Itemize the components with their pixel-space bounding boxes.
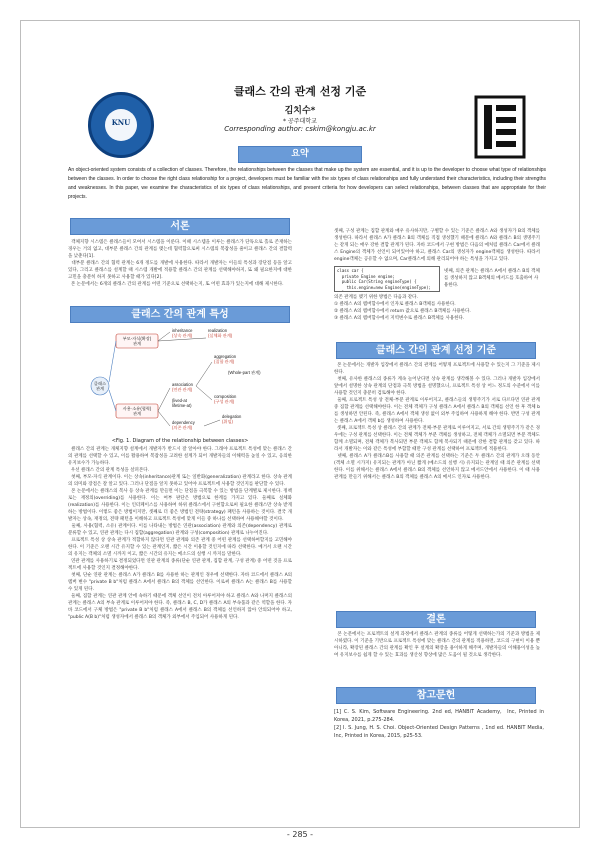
diagram-dependency-kr: (의존 관계) <box>172 425 193 430</box>
conference-logo-icon <box>474 95 526 159</box>
conclusion-heading: 결론 <box>336 611 536 628</box>
diagram-aggregation-kr: (집합 관계) <box>214 359 235 364</box>
references-heading: 참고문헌 <box>336 687 536 704</box>
diagram-use-sub: 관계 <box>132 411 142 416</box>
diagram-inheritance: inheritance <box>172 328 193 333</box>
characteristics-heading: 클래스 간의 관계 특성 <box>70 306 290 323</box>
university-seal-logo <box>88 92 154 158</box>
figure-caption: <Fig. 1. Diagram of the relationship between classes> <box>111 438 249 444</box>
diagram-class-label: 클래스 <box>93 381 107 386</box>
author-name: 김치수* <box>284 106 316 116</box>
diagram-composition-kr: (구성 관계) <box>214 399 235 404</box>
conclusion-text: 본 논문에서는 프로젝트의 설계 과정에서 클래스 관계의 종류를 어떻게 선택하는가의 기준과 방법을 제시하였다. 이 기준을 기반으로 프로젝트 특성에 맞는 클래스 간의 관계를 적용하면, 코드의 구현이 이용 뿐 아니라, 확장된 클래스 간의 관계를 확인 후 설계의 확장을 용이하게 해주며, 개발자들의 이해용이성을 높여 유지보수를 쉽게 할 수 있는 효과를 생산성 향상에 많은 도움이 될 것으로 생각한다. <box>334 632 542 658</box>
diagram-composition: composition <box>214 394 237 399</box>
diagram-association-kr: (연관 관계) <box>172 387 193 392</box>
diagram-lived2: lifetime-at) <box>172 403 192 408</box>
diagram-parent-sub: 관계 <box>132 341 142 346</box>
characteristics-text: 클래스 간의 관계는 개체지향 설계에서 개발자가 반드시 잘 알아야 한다. 그래야 프로젝트 특성에 맞는 클래스 간의 관계를 선택할 수 있고, 이를 활용하여 복잡성을 고려한 설계가 되어 개발자들의 이해력을 높일 수 있고, 응의한 유지보수가 가능하다. 우선 클래스 간의 관계 특성을 살펴본다. 첫째, 부모-자식 관계이다. 이는 상속(inheritance)관계 또는 일반화(generalization) 관계라고 한다. 상속 관계의 의미와 장점은 잘 알고 있다. 그러나 단점을 알지 못하고 있어야 프로젝트에 사용할 것인지를 판단할 수 있다. 본 논문에서는 클래스의 복사 등 상속 관계를 만들면 이는 단점을 극복할 수 있는 방법을 단계별로 제시한다. 정책로는 재정의(overriding)를 사용한다. 이는 여부 판단은 방법으로 한계를 가지고 있다. 둘째로 실체화(realization)를 사용한다. 이는 인터페이스를 사용하여 하위 클래스에서 구현함으로써 필요한 클래스만 상속 받게 하는 방법이다. 이렇도 좋은 방법이지만, 셋째로 더 좋은 방법인 전략(strategy) 패턴을 사용하는 것이다. 결국 개발자는 상속, 재정의, 전략 패턴을 이해하고 프로젝트 특성에 맞게 이들 중 하나를 선택하여 사용해야할 것이다. 둘째, 사용(협력, 소유) 관계이다. 이를 나타내는 방법은 연관(association) 관계와 의존(dependency) 관계로 분류할 수 있고, 연관 관계는 다시 집합(aggregation) 관계와 구성(composition) 관계로 나누어진다. 프로젝트 특성 상 상속 관계가 적합하지 않다면 연관 관계와 의존 관계 중 어떤 관계를 선택하여할지를 고민해야한다. 이 기준은 오랜 시간 유지할 수 있는 관계인지, 짧은 시간 이용할 것인지에 따라 선택한다. 예거서 오랜 시간의 유지는 객체의 소멸 시까지 이고, 짧은 시간의 유지는 메소드의 실행 시 까지를 말한다. 연관 관계를 사용하기로 결정되었다면 연관 관계의 종류(단순 연관 관계, 집합 관계, 구성 관계) 중 어떤 것을 프로젝트에 사용할 것인지 결정해야한다. 첫째, 단순 연관 관계는 클래스 A가 클래스 B를 사용한 하는 관계인 경우에 선택한다. 자바 코드에서 클래스 A의 멤버 변수 "private B b"처럼 클래스 A에서 클래스 B의 객체를 선언한다. 이로써 클래스 A는 클래스 B를 사용할 수 있게 된다. 둘째, 집합 관계는 연관 관계 안에 속하기 때문에 객체 선언이 전치 아루어져야 하고 클래스 A와 나머지 클래스의 관계는 클래스 A의 부속 관계로 이루어져야 한다. 즉, 클래스 B, C, D가 클래스 A의 부속품과 같은 역할을 한다. 자바 코드에서 구체 방법은 "private B b"처럼 클래스 A에서 클래스 B의 객체를 선언하지 않아 안의되어야 하고, "public A(B b)"처럼 생성자에서 클래스 B의 객체가 외부에서 주입되어 사용하게 된다. <box>68 447 292 620</box>
diagram-lived: (lived-at <box>172 398 187 403</box>
selection-criteria-heading: 클래스 간의 관계 선정 기준 <box>336 342 536 359</box>
diagram-class-sub: 관계 <box>95 386 105 391</box>
references-list: [1] C. S. Kim, Software Engineering. 2nd ed, HANBIT Academy, Inc, Printed in Korea, 2021, p.275-284. [2] I. S. Jung, H. S. Choi. Object-Oriented Design Patterns , 1nd ed. HANBIT Media, Inc, Printed in Korea, 2015, p25-53. <box>334 709 544 739</box>
code-example: class car { private Engine engine; public Car(String engineType) { this.engine=new Engine(engineType); <box>334 266 440 292</box>
dependency-methods-text: 의존 관계를 맺기 위한 방법은 다음과 같다. ① 클래스 A의 멤버함수에서 인자로 클래스 B객체를 사용한다. ② 클래스 A의 멤버함수에서 return 값으로 클래스 B객체를 사용한다. ③ 클래스 A의 멤버함수에서 지역변수로 클래스 B객체를 사용한다. <box>334 295 471 321</box>
abstract-text: An object-oriented system consists of a collection of classes. Therefore, the relationships between the classes that make up the system are essential, and it is up to the developer to choose what type of relationships between the classes. In order to choose the right class relationship for a project, developers must be familiar with the six types of class relationships and fully understand their characteristics, including their strengths and weaknesses. In this paper, we examine the characteristics of six types of class relationships, and present criteria for how developers can select relationships, between classes that are appropriate for their projects. <box>68 167 546 200</box>
diagram-delegation-kr: (위임) <box>222 419 233 424</box>
diagram-realization: realization <box>208 328 228 333</box>
diagram-aggregation: aggregation <box>214 354 237 359</box>
diagram-inheritance-kr: (상속 관계) <box>172 333 193 338</box>
diagram-realization-kr: (실체화 관계) <box>208 333 233 338</box>
diagram-association: association <box>172 382 193 387</box>
diagram-use-label: 사용·소유(협력) <box>122 406 152 411</box>
page-number: - 285 - <box>286 830 314 839</box>
diagram-parent-label: 부모-자식(확장) <box>122 336 152 341</box>
class-relationship-diagram <box>88 326 278 436</box>
dependency-note: 넷째, 의존 관계는 클래스 A에서 클래스 B의 객체를 생성하지 않고 B객체의 메서드를 호출하여 사용한다. <box>444 269 540 288</box>
selection-criteria-text: 본 논문에서는 개발자 입장에서 클래스 간의 관계를 어떻게 프로젝트에 사용할 수 있는지 그 기준을 제시한다. 첫째, 유사한 클래스의 종류가 계속 늘어난다면 상속 관계를 생각해볼 수 있다. 그러나 개발자 입장에서 앞에서 설명한 상속 관계의 단점과 극복 방법을 설명했으니, 프로젝트 특성 상 어느 정도의 수준에서 이를 사용할 것인지 충분히 검토해야 한다. 둘째, 프로젝트 특성 상 전체-부분 관계로 이루어지고, 클래스들의 생명주기가 서로 다르다면 연관 관계 중 집합 관계를 선택해야한다. 이는 전체 객체가 구성 클래스 A에서 클래스 B의 객체를 선언 한 후 객체 b를 생성하면 안된다. 즉, 클래스 A에서 객체 생성 없이 외부 주입하여 사용하게 해야 한다. 반면 구성 관계는 클래스 A에서 객체 b를 생성하여 사용한다. 셋째, 프로젝트 특성 상 클래스 간의 관계가 전체-부분 관계로 이루어지고, 서로 간의 생명주기가 같은 경우에는 구성 관계를 선택한다. 이는 전체 객체가 부분 객체를 생성하고, 전체 객체가 소멸되면 부분 객체도 함께 소멸되며, 전체 객체가 복사되면 부분 객체도 함께 복사되기 때문에 강한 결합 관계를 갖고 있다. 따라서 개발자는 이와 같은 특성에 부합할 때만 구성 관계를 선택하여 프로젝트에 적용한다. 넷째, 클래스 A가 클래스B를 사용할 때 의존 관계를 선택하는 기준은 두 클래스 간의 관계가 오래 동안(객체 소멸 시가지) 유지되는 관계가 아닌 짧게 (메소드의 실행 시) 유지되는 관계일 때 의존 관계를 선택한다. 이를 위해서는 클래스 A에서 클래스 B의 객체를 선언하지 않고 메서드안에서 사용한다. 이 때 사용 관계를 만들기 위해서는 클래스 B의 객체를 클래스 A의 메서드 인자로 사용한다. <box>334 363 540 480</box>
abstract-heading: 요약 <box>238 146 362 163</box>
author-affiliation: * 공주대학교 <box>283 118 317 125</box>
diagram-dependency: dependency <box>172 420 195 425</box>
composition-text: 셋째, 구성 관계는 집합 관계와 매우 유사하지만, 구별할 수 있는 기준은 클래스 A와 생성자가 B의 객체를 생성한다. 따라서 클래스 A가 클래스 B의 객체를 직접 생성했기 때문에 클래스 A와 클래스 B의 생명주기는 같게 되는 매우 강한 결합 관계가 된다. 자바 코드에서 구현 방법은 다음의 예처럼 클래스 Car에서 클래스 Engine의 객체가 선언이 되어있어야 하고, 클래스 Car의 생성자가 engine객체를 생성한다. 따라서 engine객체는 공유할 수 없으며, Car클래스에 의해 관리되어야 하는 특성을 가지고 있다. <box>334 229 542 262</box>
seal-text: KNU <box>111 118 131 127</box>
corresponding-author: Corresponding author: cskim@kongju.ac.kr <box>224 125 376 133</box>
intro-text: 객체지향 시스템은 클래스들이 모여서 시스템을 이룬다. 이때 시스템을 이루는 클래스가 단독으로 홀로 존재하는 경우는 거의 없고, 대부분 클래스 간의 관계를 맺는데 협력함으로써 시스템의 복잡성을 줄이고 클래스 간의 결합력을 낮춘다[1]. 대부분 클래스 간의 협력 관계는 6개 정도를 개발에 사용한다. 따라서 개발자는 이들의 특성과 장단점 등을 알고 있다, 그리고 클래스를 설계할 때 시스템 개발에 적용할 클래스 간의 관계를 선택해야하지, 또 왜 필요한지에 대한 고민을 충분히 하지 못하고 사용할 때가 있다[2]. 본 논문에서는 6개의 클래스 간의 관계를 어떤 기준으로 선택하는지, 또 어떤 효과가 있는지에 대해 제시한다. <box>68 240 292 287</box>
paper-title: 클래스 간의 관계 선정 기준 <box>233 85 367 98</box>
diagram-delegation: delegation <box>222 414 242 419</box>
diagram-whole-part: (Whole-part 관계) <box>228 370 261 375</box>
intro-heading: 서론 <box>70 218 290 235</box>
